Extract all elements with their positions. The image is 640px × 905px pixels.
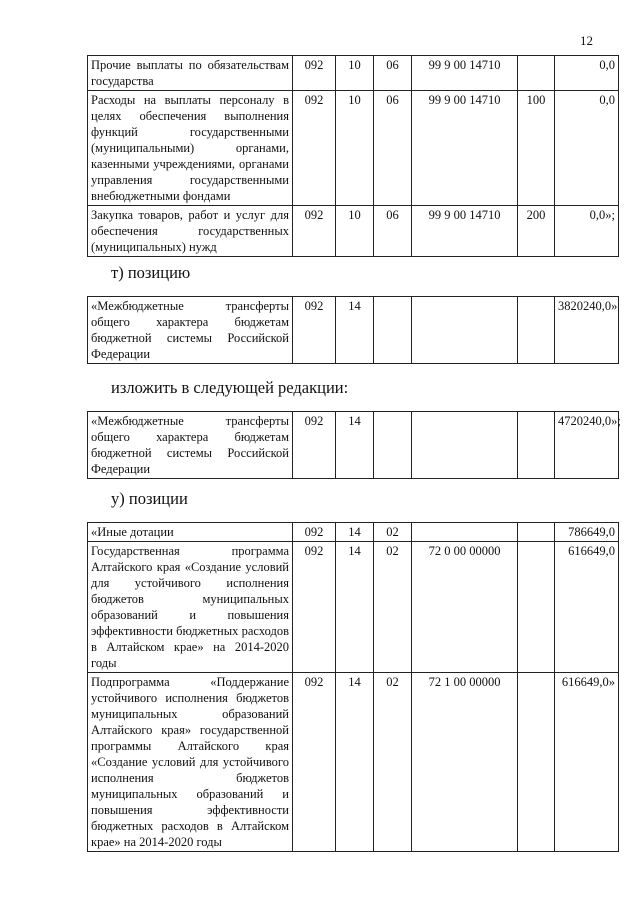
ministry-code: 092 xyxy=(293,412,336,479)
ministry-code: 092 xyxy=(293,206,336,257)
ministry-code: 092 xyxy=(293,673,336,852)
expense-name: Расходы на выплаты персоналу в целях обеспечения выполнения функций государственными (муниципальными) органами, казенными учреждениями, органами управления государственными внебюджетными фондами xyxy=(88,91,293,206)
caption-u-positions: у) позиции xyxy=(111,489,188,508)
expense-type-code xyxy=(518,56,555,91)
caption-edit-instruction: изложить в следующей редакции: xyxy=(111,378,349,397)
expense-name: Подпрограмма «Поддержание устойчивого исполнения бюджетов муниципальных образований Алтайского края» государственной программы Алтайского края «Создание условий для устойчивого исполнения бюджетов муниципальных образований и повышения эффективности бюджетных расходов в Алтайском крае» на 2014-2020 годы xyxy=(88,673,293,852)
caption-t-position: т) позицию xyxy=(111,263,191,282)
section-code: 14 xyxy=(336,523,374,542)
expense-type-code xyxy=(518,542,555,673)
table-row xyxy=(88,297,619,364)
target-item-code xyxy=(412,412,518,479)
subsection-code xyxy=(374,297,412,364)
section-code: 14 xyxy=(336,412,374,479)
subsection-code: 02 xyxy=(374,523,412,542)
subsection-code: 02 xyxy=(374,542,412,673)
target-item-code: 99 9 00 14710 xyxy=(412,91,518,206)
page-number: 12 xyxy=(580,33,593,48)
table-row xyxy=(88,523,619,542)
amount: 0,0»; xyxy=(555,206,619,257)
target-item-code: 72 1 00 00000 xyxy=(412,673,518,852)
subsection-code: 06 xyxy=(374,56,412,91)
amount: 786649,0 xyxy=(555,523,619,542)
ministry-code: 092 xyxy=(293,91,336,206)
ministry-code: 092 xyxy=(293,56,336,91)
target-item-code: 99 9 00 14710 xyxy=(412,206,518,257)
expense-name: «Межбюджетные трансферты общего характера бюджетам бюджетной системы Российской Федерации xyxy=(88,412,293,479)
ministry-code: 092 xyxy=(293,542,336,673)
table-row xyxy=(88,56,619,91)
target-item-code xyxy=(412,523,518,542)
section-code: 10 xyxy=(336,206,374,257)
table-row xyxy=(88,412,619,479)
budget-table-4 xyxy=(87,522,619,852)
expense-name: Закупка товаров, работ и услуг для обеспечения государственных (муниципальных) нужд xyxy=(88,206,293,257)
target-item-code xyxy=(412,297,518,364)
target-item-code: 99 9 00 14710 xyxy=(412,56,518,91)
section-code: 14 xyxy=(336,297,374,364)
budget-table-3 xyxy=(87,411,619,479)
budget-table-1 xyxy=(87,55,619,257)
table-row xyxy=(88,542,619,673)
amount: 616649,0» xyxy=(555,673,619,852)
expense-name: Прочие выплаты по обязательствам государства xyxy=(88,56,293,91)
expense-type-code xyxy=(518,673,555,852)
amount: 4720240,0»; xyxy=(555,412,619,479)
section-code: 10 xyxy=(336,56,374,91)
section-code: 10 xyxy=(336,91,374,206)
table-row xyxy=(88,673,619,852)
amount: 616649,0 xyxy=(555,542,619,673)
expense-type-code xyxy=(518,412,555,479)
ministry-code: 092 xyxy=(293,297,336,364)
amount: 0,0 xyxy=(555,91,619,206)
table-row xyxy=(88,206,619,257)
subsection-code xyxy=(374,412,412,479)
ministry-code: 092 xyxy=(293,523,336,542)
expense-name: «Межбюджетные трансферты общего характера бюджетам бюджетной системы Российской Федерации xyxy=(88,297,293,364)
expense-type-code xyxy=(518,297,555,364)
amount: 3820240,0» xyxy=(555,297,619,364)
amount: 0,0 xyxy=(555,56,619,91)
expense-type-code: 100 xyxy=(518,91,555,206)
expense-name: Государственная программа Алтайского края «Создание условий для устойчивого исполнения бюджетов муниципальных образований и повышения эффективности бюджетных расходов в Алтайском крае» на 2014-2020 годы xyxy=(88,542,293,673)
budget-table-2 xyxy=(87,296,619,364)
expense-type-code: 200 xyxy=(518,206,555,257)
section-code: 14 xyxy=(336,542,374,673)
subsection-code: 02 xyxy=(374,673,412,852)
table-row xyxy=(88,91,619,206)
subsection-code: 06 xyxy=(374,91,412,206)
section-code: 14 xyxy=(336,673,374,852)
expense-type-code xyxy=(518,523,555,542)
target-item-code: 72 0 00 00000 xyxy=(412,542,518,673)
expense-name: «Иные дотации xyxy=(88,523,293,542)
subsection-code: 06 xyxy=(374,206,412,257)
